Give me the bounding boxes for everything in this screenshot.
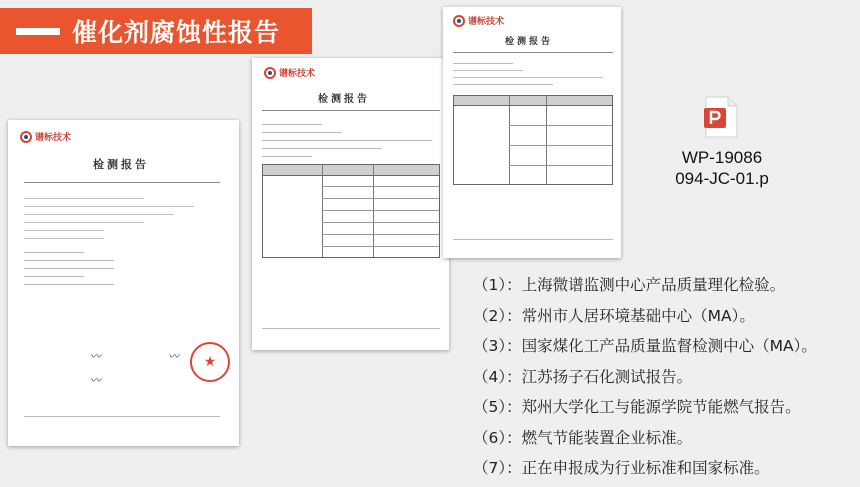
report-page-2 — [252, 58, 449, 350]
list-item: （2）：常州市人居环境基础中心（MA）。 — [473, 306, 755, 325]
report-title: 检测报告 — [93, 158, 149, 171]
report-title: 检测报告 — [505, 37, 554, 47]
list-item: （1）：上海微谱监测中心产品质量理化检验。 — [473, 276, 786, 294]
brand-name: 谱标技术 — [279, 69, 316, 79]
list-item: （5）：郑州大学化工与能源学院节能燃气报告。 — [473, 398, 801, 416]
list-item: （4）：江苏扬子石化测试报告。 — [473, 367, 693, 386]
file-name-line-1: WP-19086 — [681, 148, 763, 167]
report-source-list — [473, 273, 817, 487]
list-item: （7）：正在申报成为行业标准和国家标准。 — [473, 459, 770, 477]
signature-2: 〰︎ — [168, 350, 179, 363]
brand-logo-icon — [453, 15, 465, 27]
report-page-3 — [443, 7, 621, 258]
results-table — [453, 95, 613, 185]
list-item: （3）：国家煤化工产品质量监督检测中心（MA）。 — [473, 337, 817, 355]
brand-logo-icon — [264, 67, 276, 79]
signature-1: 〰︎ — [90, 350, 101, 363]
official-stamp: ★ — [190, 342, 230, 382]
banner-dash — [16, 28, 60, 35]
report-logo — [453, 14, 504, 27]
file-name[interactable] — [672, 147, 772, 189]
brand-name: 谱标技术 — [468, 17, 505, 27]
slide-title: 催化剂腐蚀性报告 — [72, 18, 281, 47]
title-banner — [0, 8, 312, 54]
report-page-1 — [8, 120, 239, 446]
report-title: 检测报告 — [318, 94, 370, 105]
list-item: （6）：燃气节能装置企业标准。 — [473, 428, 693, 447]
pdf-file-icon[interactable] — [704, 96, 738, 138]
signature-3: 〰︎ — [90, 374, 101, 387]
report-logo — [264, 66, 315, 79]
file-name-line-2: 094-JC-01.p — [675, 169, 769, 188]
brand-logo-icon — [20, 131, 32, 143]
report-logo — [20, 130, 71, 143]
brand-name: 谱标技术 — [35, 133, 72, 143]
results-table — [262, 164, 440, 258]
